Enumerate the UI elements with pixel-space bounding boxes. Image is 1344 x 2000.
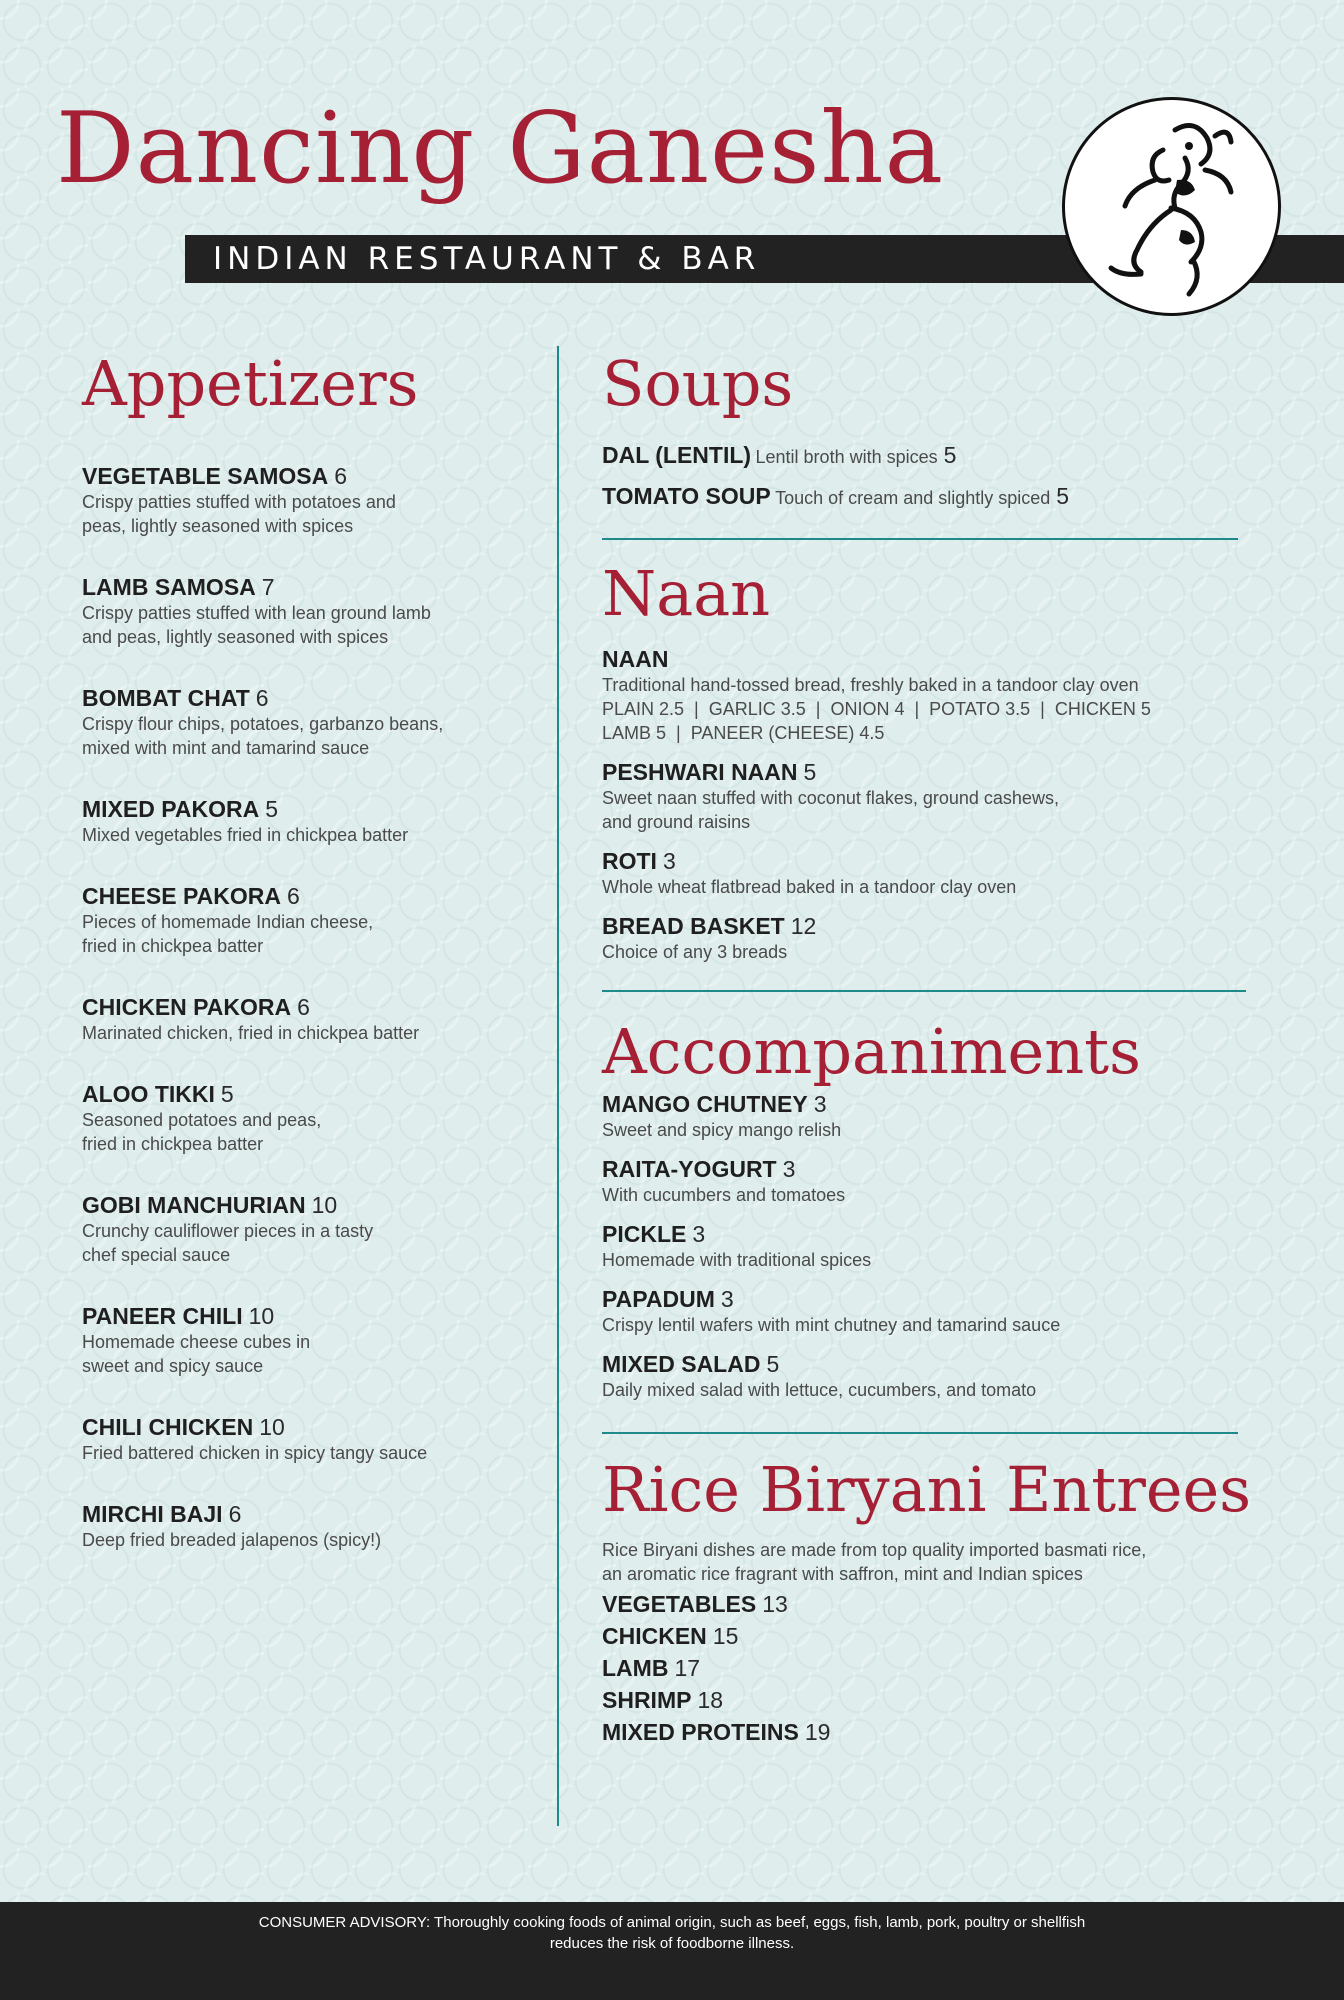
dancing-ganesha-logo <box>1062 97 1281 316</box>
appetizers-title: Appetizers <box>82 347 419 420</box>
item-description: Homemade cheese cubes in <box>82 1332 311 1353</box>
item-name: MIXED PROTEINS <box>602 1718 799 1745</box>
menu-item <box>602 1091 1252 1142</box>
item-price: 6 <box>228 1501 242 1528</box>
menu-item <box>82 685 542 760</box>
menu-item <box>602 646 1252 745</box>
item-description: Deep fried breaded jalapenos (spicy!) <box>82 1530 382 1551</box>
item-name: NAAN <box>602 646 669 673</box>
item-name: MANGO CHUTNEY <box>602 1090 808 1117</box>
menu-item <box>82 994 542 1045</box>
menu-item <box>602 1156 1252 1207</box>
item-name: ALOO TIKKI <box>82 1081 215 1108</box>
item-price: 19 <box>804 1718 831 1745</box>
naan-options: PLAIN 2.5 | GARLIC 3.5 | ONION 4 | POTATO 3.5 | CHICKEN 5 <box>602 699 1151 720</box>
advisory-line: reduces the risk of foodborne illness. <box>549 1935 795 1952</box>
menu-item <box>602 1351 1252 1402</box>
ganesha-figure-icon <box>1085 110 1260 310</box>
item-price: 18 <box>697 1686 724 1713</box>
menu-item <box>602 1654 1252 1686</box>
item-description: Crunchy cauliflower pieces in a tasty <box>82 1221 374 1242</box>
item-description: With cucumbers and tomatoes <box>602 1184 846 1205</box>
item-name: TOMATO SOUP <box>602 483 771 510</box>
item-description: mixed with mint and tamarind sauce <box>82 738 370 759</box>
item-name: BREAD BASKET <box>602 913 785 940</box>
item-name: CHEESE PAKORA <box>82 883 281 910</box>
item-name: SHRIMP <box>602 1686 692 1713</box>
menu-item <box>602 1686 1252 1718</box>
item-description: Sweet and spicy mango relish <box>602 1119 842 1140</box>
item-description: Seasoned potatoes and peas, <box>82 1110 322 1131</box>
menu-item <box>602 1286 1252 1337</box>
item-description: Homemade with traditional spices <box>602 1249 872 1270</box>
item-name: PESHWARI NAAN <box>602 759 798 786</box>
item-name: VEGETABLE SAMOSA <box>82 463 329 490</box>
menu-item <box>82 574 542 649</box>
item-name: MIXED SALAD <box>602 1350 761 1377</box>
item-description: Pieces of homemade Indian cheese, <box>82 912 374 933</box>
menu-item <box>602 1221 1252 1272</box>
item-name: GOBI MANCHURIAN <box>82 1192 306 1219</box>
item-price: 17 <box>674 1654 701 1681</box>
item-name: PAPADUM <box>602 1285 715 1312</box>
item-price: 5 <box>943 442 957 469</box>
item-description: chef special sauce <box>82 1245 231 1266</box>
menu-item <box>82 796 542 847</box>
menu-item <box>82 1501 542 1552</box>
item-name: LAMB SAMOSA <box>82 574 256 601</box>
item-price: 5 <box>766 1350 780 1377</box>
item-price: 10 <box>248 1303 275 1330</box>
menu-item <box>82 463 542 538</box>
item-name: CHILI CHICKEN <box>82 1414 254 1441</box>
menu-item <box>602 442 1252 469</box>
section-divider <box>602 990 1246 992</box>
menu-item <box>602 483 1252 510</box>
menu-item <box>82 1192 542 1267</box>
item-description: Touch of cream and slightly spiced <box>775 488 1051 509</box>
item-name: CHICKEN <box>602 1622 707 1649</box>
item-price: 12 <box>790 913 817 940</box>
item-name: RAITA-YOGURT <box>602 1155 777 1182</box>
item-price: 6 <box>334 463 348 490</box>
soups-title: Soups <box>602 347 794 420</box>
section-divider <box>602 538 1238 540</box>
item-price: 5 <box>1056 483 1070 510</box>
restaurant-subtitle: INDIAN RESTAURANT & BAR <box>185 235 1344 283</box>
item-description: and peas, lightly seasoned with spices <box>82 627 389 648</box>
item-description: Daily mixed salad with lettuce, cucumbers, and tomato <box>602 1379 1037 1400</box>
item-name: PANEER CHILI <box>82 1303 243 1330</box>
item-name: BOMBAT CHAT <box>82 685 250 712</box>
item-price: 5 <box>803 759 817 786</box>
item-description: sweet and spicy sauce <box>82 1356 264 1377</box>
item-name: CHICKEN PAKORA <box>82 994 292 1021</box>
biryani-title: Rice Biryani Entrees <box>602 1452 1252 1526</box>
item-name: ROTI <box>602 848 657 875</box>
naan-title: Naan <box>602 557 771 631</box>
appetizers-section <box>82 347 542 1588</box>
section-divider <box>602 1432 1238 1434</box>
item-description: Fried battered chicken in spicy tangy sauce <box>82 1443 428 1464</box>
naan-options: LAMB 5 | PANEER (CHEESE) 4.5 <box>602 723 885 744</box>
menu-item <box>602 759 1252 834</box>
biryani-intro: Rice Biryani dishes are made from top quality imported basmati rice, <box>602 1539 1147 1560</box>
item-description: Whole wheat flatbread baked in a tandoor clay oven <box>602 877 1017 898</box>
menu-item <box>602 1590 1252 1622</box>
right-column <box>602 347 1252 1750</box>
column-divider <box>557 346 559 1826</box>
menu-item <box>602 913 1252 964</box>
item-name: DAL (LENTIL) <box>602 442 752 469</box>
item-name: LAMB <box>602 1654 669 1681</box>
item-description: Marinated chicken, fried in chickpea batter <box>82 1023 420 1044</box>
biryani-intro: an aromatic rice fragrant with saffron, mint and Indian spices <box>602 1563 1083 1584</box>
item-description: Crispy lentil wafers with mint chutney and tamarind sauce <box>602 1314 1061 1335</box>
item-description: Mixed vegetables fried in chickpea batter <box>82 825 409 846</box>
consumer-advisory <box>0 1902 1344 2000</box>
item-name: PICKLE <box>602 1220 687 1247</box>
menu-item <box>82 1414 542 1465</box>
item-description: Crispy patties stuffed with lean ground lamb <box>82 603 431 624</box>
item-price: 3 <box>692 1220 706 1247</box>
menu-item <box>82 1303 542 1378</box>
item-description: Traditional hand-tossed bread, freshly baked in a tandoor clay oven <box>602 675 1139 696</box>
item-name: VEGETABLES <box>602 1590 757 1617</box>
restaurant-title: Dancing Ganesha <box>56 92 945 206</box>
item-price: 6 <box>286 883 300 910</box>
item-description: fried in chickpea batter <box>82 936 264 957</box>
item-description: fried in chickpea batter <box>82 1134 264 1155</box>
item-price: 3 <box>782 1155 796 1182</box>
item-price: 15 <box>712 1622 739 1649</box>
item-name: MIXED PAKORA <box>82 796 260 823</box>
item-price: 5 <box>265 796 278 823</box>
menu-item <box>602 1622 1252 1654</box>
appetizer-list <box>82 463 542 1552</box>
item-price: 6 <box>297 994 310 1021</box>
item-price: 5 <box>220 1081 234 1108</box>
menu-item <box>602 848 1252 899</box>
item-description: Choice of any 3 breads <box>602 942 788 963</box>
item-price: 3 <box>720 1285 734 1312</box>
accompaniments-title: Accompaniments <box>602 1015 1141 1089</box>
item-description: Sweet naan stuffed with coconut flakes, ground cashews, <box>602 788 1059 809</box>
advisory-line: CONSUMER ADVISORY: Thoroughly cooking foods of animal origin, such as beef, eggs, fish, lamb, pork, poultry or shellfish <box>258 1914 1086 1931</box>
item-description: Crispy patties stuffed with potatoes and <box>82 492 396 513</box>
item-price: 10 <box>259 1414 285 1441</box>
menu-item <box>602 1718 1252 1750</box>
menu-item <box>82 1081 542 1156</box>
item-price: 6 <box>255 685 269 712</box>
item-price: 7 <box>261 574 275 601</box>
item-name: MIRCHI BAJI <box>82 1501 223 1528</box>
item-description: Crispy flour chips, potatoes, garbanzo beans, <box>82 714 444 735</box>
item-description: Lentil broth with spices <box>755 447 938 468</box>
item-price: 10 <box>311 1192 338 1219</box>
item-description: peas, lightly seasoned with spices <box>82 516 354 537</box>
item-price: 13 <box>762 1590 788 1617</box>
item-price: 3 <box>813 1090 827 1117</box>
menu-item <box>82 883 542 958</box>
item-description: and ground raisins <box>602 812 751 833</box>
item-price: 3 <box>662 848 676 875</box>
